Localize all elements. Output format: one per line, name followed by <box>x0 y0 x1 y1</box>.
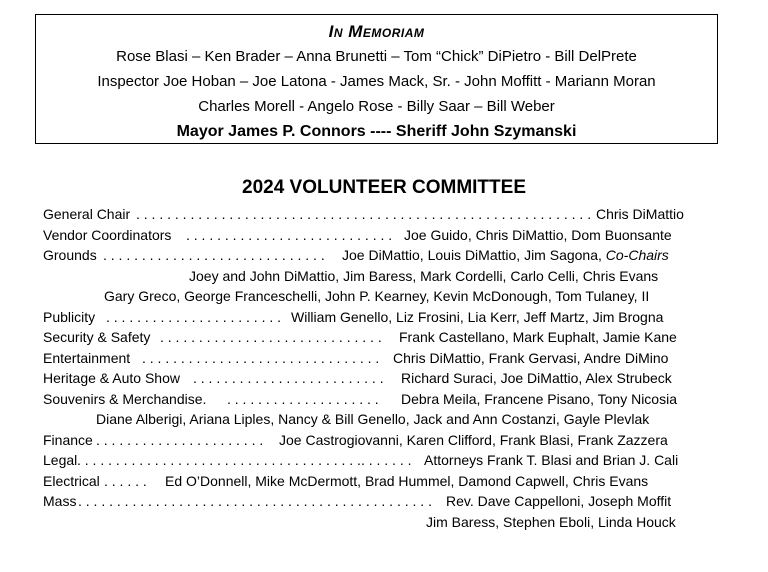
row-label: Entertainment <box>43 350 131 366</box>
row-names: Chris DiMattio, Frank Gervasi, Andre DiMino <box>393 350 669 366</box>
row-label: Security & Safety <box>43 329 151 345</box>
row-leader-dots: . . . . . . . . . . . . . . . . . . . . . . . . . . . . . <box>160 329 382 345</box>
memoriam-title: In Memoriam <box>328 22 425 41</box>
row-label: General Chair <box>43 206 131 222</box>
row-leader-dots: . . . . . . . . . . . . . . . . . . . . . . . <box>106 309 282 325</box>
row-label: Legal <box>43 452 78 468</box>
row-label: Finance <box>43 432 93 448</box>
row-names: Ed O’Donnell, Mike McDermott, Brad Hummel, Damond Capwell, Chris Evans <box>165 473 649 489</box>
memoriam-line-1: Rose Blasi – Ken Brader – Anna Brunetti – Tom “Chick” DiPietro - Bill DelPrete <box>116 48 637 65</box>
row-names: Attorneys Frank T. Blasi and Brian J. Cali <box>424 452 679 468</box>
row-leader-dots: . . . . . . . . . . . . . . . . . . . . <box>227 391 379 407</box>
row-leader-dots: . . . . . . . . . . . . . . . . . . . . . . . . . . . <box>186 227 393 243</box>
row-names: Joe DiMattio, Louis DiMattio, Jim Sagona, <box>342 247 602 263</box>
row-leader-dots: . . . . . . . . . . . . . . . . . . . . . . . . . . . . . . . . . . . . . . . . . . . . . . . . . . . . . . . . . . . <box>136 206 592 222</box>
row-leader-dots: . . . . . . . . . . . . . . . . . . . . . . . . . . . . . . . <box>142 350 380 366</box>
row-label: Souvenirs & Merchandise. <box>43 391 207 407</box>
committee-title: 2024 VOLUNTEER COMMITTEE <box>242 177 526 198</box>
memoriam-officials: Mayor James P. Connors ---- Sheriff John Szymanski <box>176 123 577 140</box>
row-label: Grounds <box>43 247 97 263</box>
row-label: Heritage & Auto Show <box>43 370 180 386</box>
row-label: Mass <box>43 493 77 509</box>
row-leader-dots: . . . . . . . . . . . . . . . . . . . . . . <box>96 432 264 448</box>
row-names: Chris DiMattio <box>596 206 684 222</box>
row-names: Richard Suraci, Joe DiMattio, Alex Strubeck <box>401 370 672 386</box>
row-names: William Genello, Liz Frosini, Lia Kerr, Jeff Martz, Jim Brogna <box>291 309 664 325</box>
row-leader-dots: . . . . . . <box>104 473 147 489</box>
row-names-wrap <box>342 247 669 263</box>
row-label: Publicity <box>43 309 96 325</box>
row-names: Joe Castrogiovanni, Karen Clifford, Frank Blasi, Frank Zazzera <box>279 432 668 448</box>
row-names: Joey and John DiMattio, Jim Baress, Mark Cordelli, Carlo Celli, Chris Evans <box>189 268 659 284</box>
row-names: Gary Greco, George Franceschelli, John P. Kearney, Kevin McDonough, Tom Tulaney, II <box>104 288 650 304</box>
row-names: Joe Guido, Chris DiMattio, Dom Buonsante <box>404 227 672 243</box>
row-names: Diane Alberigi, Ariana Liples, Nancy & Bill Genello, Jack and Ann Costanzi, Gayle Plevlak <box>96 411 650 427</box>
row-names: Rev. Dave Cappelloni, Joseph Moffit <box>446 493 672 509</box>
memoriam-line-2: Inspector Joe Hoban – Joe Latona - James Mack, Sr. - John Moffitt - Mariann Moran <box>97 73 656 90</box>
row-leader-dots: . . . . . . . . . . . . . . . . . . . . . . . . . <box>193 370 384 386</box>
row-label: Vendor Coordinators <box>43 227 172 243</box>
row-names: Frank Castellano, Mark Euphalt, Jamie Kane <box>399 329 677 345</box>
row-leader-dots: . . . . . . . . . . . . . . . . . . . . . . . . . . . . . . . . . . . . .. . . . . . . <box>77 452 412 468</box>
row-leader-dots: . . . . . . . . . . . . . . . . . . . . . . . . . . . . . <box>103 247 325 263</box>
row-names: Debra Meila, Francene Pisano, Tony Nicosia <box>401 391 677 407</box>
row-leader-dots: . . . . . . . . . . . . . . . . . . . . . . . . . . . . . . . . . . . . . . . . . . . . . . <box>78 493 432 509</box>
row-note: Co-Chairs <box>605 247 669 263</box>
row-names: Jim Baress, Stephen Eboli, Linda Houck <box>426 514 676 530</box>
in-memoriam-box <box>35 14 718 144</box>
row-label: Electrical <box>43 473 100 489</box>
memoriam-line-3: Charles Morell - Angelo Rose - Billy Saar – Bill Weber <box>198 98 555 115</box>
